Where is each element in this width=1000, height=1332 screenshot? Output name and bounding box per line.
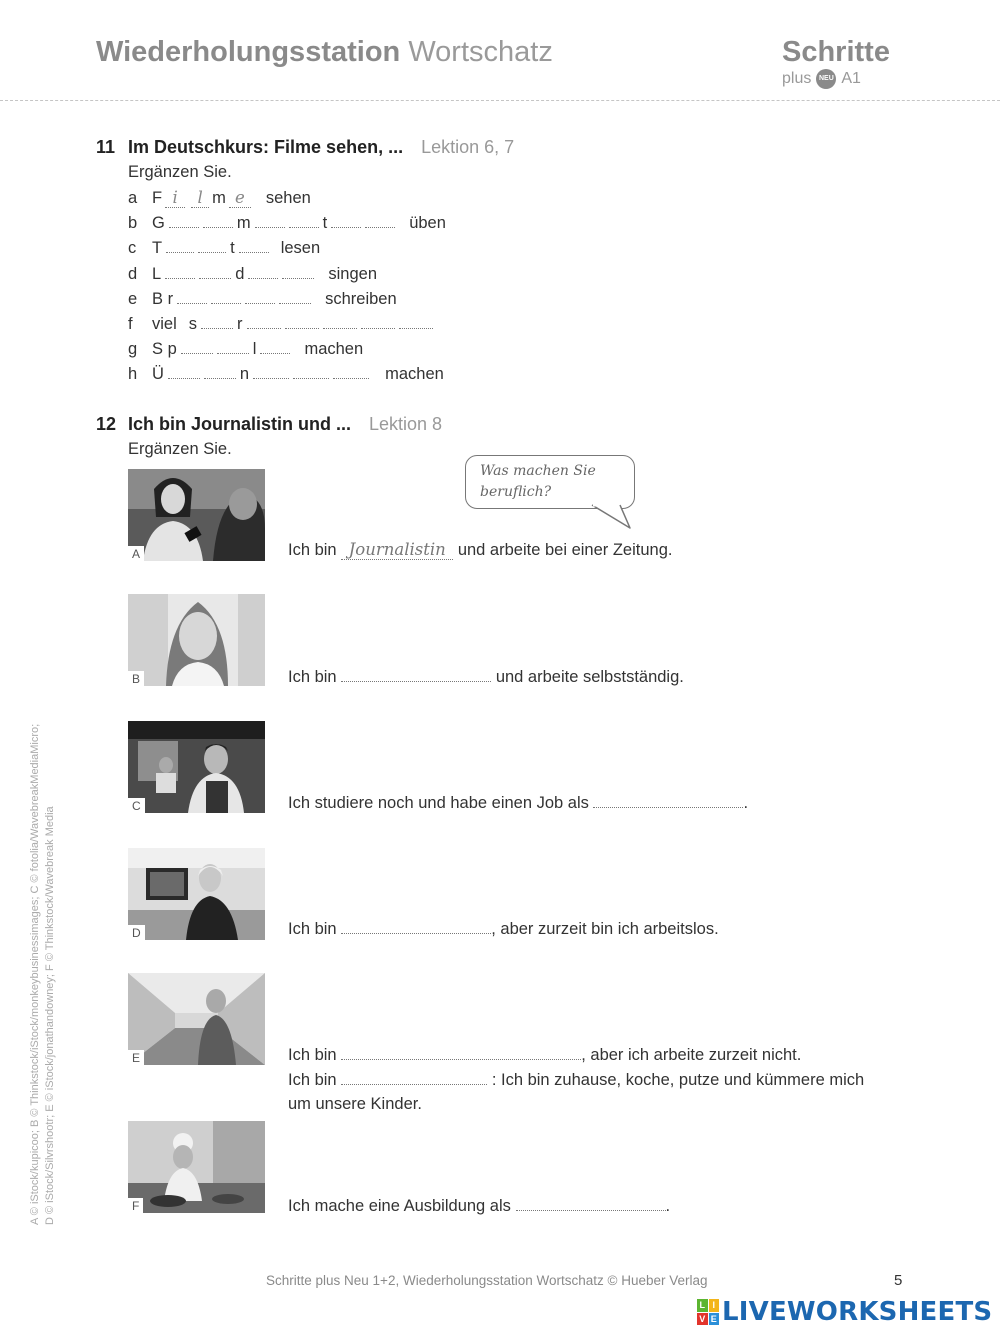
answer-field[interactable] bbox=[181, 339, 213, 354]
item-letter-given: s bbox=[188, 315, 198, 333]
item-letter: h bbox=[128, 365, 138, 383]
item-word: machen bbox=[385, 365, 444, 383]
item-letter-given: t bbox=[322, 214, 328, 232]
exercise-row-d bbox=[128, 264, 377, 284]
item-letter: a bbox=[128, 189, 138, 207]
exercise-row-c bbox=[128, 238, 320, 258]
speech-bubble bbox=[465, 455, 635, 509]
photo-f-cook bbox=[128, 1121, 265, 1213]
item-start: F bbox=[152, 189, 163, 207]
logo-tile: L bbox=[697, 1299, 708, 1312]
answer-field[interactable] bbox=[166, 238, 194, 253]
item-letter: d bbox=[128, 265, 138, 283]
sentence-f bbox=[288, 1196, 670, 1216]
item-letter-given: m bbox=[236, 214, 251, 232]
sentence-text: Ich mache eine Ausbildung als bbox=[288, 1197, 511, 1215]
photo-c-waiter bbox=[128, 721, 265, 813]
section-12-heading bbox=[96, 414, 442, 435]
section-11-instruction: Ergänzen Sie. bbox=[128, 163, 232, 181]
exercise-row-g bbox=[128, 339, 363, 359]
logo-tile: E bbox=[709, 1313, 720, 1326]
section-12-instruction: Ergänzen Sie. bbox=[128, 440, 232, 458]
exercise-row-f bbox=[128, 314, 437, 334]
journalist-image bbox=[128, 469, 265, 561]
answer-field[interactable] bbox=[260, 339, 290, 354]
sentence-text: Ich bin bbox=[288, 1071, 337, 1089]
cook-image bbox=[128, 1121, 265, 1213]
sentence-text: und arbeite bei einer Zeitung. bbox=[457, 541, 673, 559]
item-word: singen bbox=[328, 265, 377, 283]
item-start: B r bbox=[152, 290, 174, 308]
answer-field[interactable] bbox=[201, 314, 233, 329]
sentence-a bbox=[288, 540, 672, 560]
photo-label: F bbox=[128, 1198, 143, 1213]
item-start: Ü bbox=[152, 365, 164, 383]
liveworksheets-icon bbox=[697, 1299, 719, 1325]
sentence-e2 bbox=[288, 1070, 864, 1090]
section-11-heading bbox=[96, 137, 514, 158]
item-letter: f bbox=[128, 315, 133, 333]
answer-field[interactable] bbox=[399, 314, 433, 329]
sentence-e3: um unsere Kinder. bbox=[288, 1095, 422, 1113]
answer-field[interactable] bbox=[198, 238, 226, 253]
sentence-text: . bbox=[743, 794, 749, 812]
footer-text: Schritte plus Neu 1+2, Wiederholungsstation Wortschatz © Hueber Verlag bbox=[266, 1273, 708, 1288]
waiter-image bbox=[128, 721, 265, 813]
answer-field[interactable] bbox=[199, 264, 231, 279]
lektion-ref: Lektion 6, 7 bbox=[421, 137, 515, 157]
brand-subline bbox=[782, 69, 861, 89]
answer-field[interactable] bbox=[165, 264, 195, 279]
item-letter: b bbox=[128, 214, 138, 232]
doctor-image bbox=[128, 594, 265, 686]
answer-field-e2[interactable] bbox=[341, 1070, 487, 1085]
exercise-row-a bbox=[128, 188, 311, 208]
logo-tile: V bbox=[697, 1313, 708, 1326]
answer-field[interactable] bbox=[289, 213, 319, 228]
sentence-text: Ich studiere noch und habe einen Job als bbox=[288, 794, 589, 812]
answer-field-c[interactable] bbox=[593, 793, 743, 808]
speech-bubble-tail bbox=[590, 504, 636, 532]
answer-field[interactable] bbox=[247, 314, 281, 329]
item-word: schreiben bbox=[325, 290, 397, 308]
item-letter: e bbox=[128, 290, 138, 308]
answer-field[interactable] bbox=[248, 264, 278, 279]
answer-field[interactable] bbox=[169, 213, 199, 228]
answer-field[interactable] bbox=[255, 213, 285, 228]
photo-credits bbox=[28, 724, 58, 1225]
lektion-ref: Lektion 8 bbox=[369, 414, 443, 434]
answer-field-b[interactable] bbox=[341, 667, 491, 682]
photo-label: E bbox=[128, 1050, 144, 1065]
item-letter-given: m bbox=[212, 189, 226, 207]
answer-field[interactable] bbox=[293, 364, 329, 379]
answer-field[interactable] bbox=[239, 238, 269, 253]
item-start: G bbox=[152, 214, 165, 232]
title-light: Wortschatz bbox=[408, 36, 553, 68]
brand-level: A1 bbox=[841, 70, 861, 87]
liveworksheets-logo[interactable] bbox=[697, 1297, 992, 1327]
item-word: lesen bbox=[280, 239, 321, 257]
sentence-text: , aber ich arbeite zurzeit nicht. bbox=[581, 1046, 802, 1064]
sentence-c bbox=[288, 793, 748, 813]
item-letter-given: n bbox=[239, 365, 250, 383]
answer-field-a[interactable]: Journalistin bbox=[341, 540, 453, 560]
section-number: 11 bbox=[96, 137, 116, 157]
answer-field[interactable] bbox=[211, 289, 241, 304]
sentence-text: Ich bin bbox=[288, 1046, 337, 1064]
exercise-row-h bbox=[128, 364, 444, 384]
item-letter: g bbox=[128, 340, 138, 358]
sentence-text: . bbox=[665, 1197, 671, 1215]
nurse-image bbox=[128, 973, 265, 1065]
office-image bbox=[128, 848, 265, 940]
item-start: viel bbox=[152, 315, 177, 333]
answer-field[interactable] bbox=[253, 364, 289, 379]
item-letter-given: t bbox=[230, 239, 235, 257]
header-divider bbox=[0, 100, 1000, 101]
sentence-text: Ich bin bbox=[288, 920, 337, 938]
answer-field[interactable] bbox=[204, 364, 236, 379]
item-word: machen bbox=[304, 340, 364, 358]
sentence-d bbox=[288, 919, 719, 939]
answer-field[interactable]: e bbox=[229, 188, 251, 208]
sentence-b bbox=[288, 667, 684, 687]
page-number: 5 bbox=[894, 1272, 903, 1289]
liveworksheets-text: LIVEWORKSHEETS bbox=[722, 1297, 993, 1327]
answer-field[interactable] bbox=[285, 314, 319, 329]
section-number: 12 bbox=[96, 414, 117, 434]
photo-e-nurse bbox=[128, 973, 265, 1065]
answer-field[interactable] bbox=[217, 339, 249, 354]
answer-field[interactable] bbox=[333, 364, 369, 379]
answer-field[interactable] bbox=[245, 289, 275, 304]
neu-badge: NEU bbox=[816, 69, 836, 89]
sentence-text: Ich bin bbox=[288, 541, 337, 559]
answer-field[interactable] bbox=[203, 213, 233, 228]
photo-label: D bbox=[128, 925, 145, 940]
credits-line: D © iStock/Silvrshootr; E © iStock/jonathandowney; F © Thinkstock/Wavebreak Media bbox=[44, 806, 56, 1225]
item-word: sehen bbox=[265, 189, 311, 207]
item-start: L bbox=[152, 265, 162, 283]
answer-field[interactable] bbox=[361, 314, 395, 329]
answer-field[interactable]: l bbox=[191, 188, 209, 208]
photo-label: A bbox=[128, 546, 144, 561]
item-word: üben bbox=[409, 214, 446, 232]
sentence-e1 bbox=[288, 1045, 801, 1065]
answer-field[interactable] bbox=[282, 264, 314, 279]
answer-field[interactable] bbox=[323, 314, 357, 329]
exercise-row-e bbox=[128, 289, 397, 309]
item-start: S p bbox=[152, 340, 177, 358]
answer-field[interactable]: i bbox=[165, 188, 185, 208]
answer-field-f[interactable] bbox=[516, 1196, 666, 1211]
sentence-text: und arbeite selbstständig. bbox=[495, 668, 684, 686]
answer-field[interactable] bbox=[331, 213, 361, 228]
photo-a-journalist bbox=[128, 469, 265, 561]
sentence-text: , aber zurzeit bin ich arbeitslos. bbox=[491, 920, 719, 938]
photo-d-office bbox=[128, 848, 265, 940]
sentence-text: : Ich bin zuhause, koche, putze und kümmere mich bbox=[491, 1071, 865, 1089]
bubble-line: beruflich? bbox=[480, 484, 552, 500]
item-letter-given: d bbox=[235, 265, 245, 283]
answer-field-d[interactable] bbox=[341, 919, 491, 934]
logo-tile: I bbox=[709, 1299, 720, 1312]
exercise-row-b bbox=[128, 213, 446, 233]
photo-label: B bbox=[128, 671, 144, 686]
photo-label: C bbox=[128, 798, 145, 813]
item-letter: c bbox=[128, 239, 137, 257]
bubble-line: Was machen Sie bbox=[480, 463, 596, 479]
brand-plus: plus bbox=[782, 70, 812, 87]
answer-field[interactable] bbox=[177, 289, 207, 304]
item-letter-given: r bbox=[237, 315, 243, 333]
answer-field-e1[interactable] bbox=[341, 1045, 581, 1060]
bubble-text bbox=[480, 461, 630, 503]
section-title: Ich bin Journalistin und ... bbox=[128, 414, 352, 434]
photo-b-doctor bbox=[128, 594, 265, 686]
brand-logo: Schritte bbox=[782, 36, 890, 68]
answer-field[interactable] bbox=[168, 364, 200, 379]
section-title: Im Deutschkurs: Filme sehen, ... bbox=[128, 137, 404, 157]
sentence-text: Ich bin bbox=[288, 668, 337, 686]
page-title bbox=[96, 36, 553, 69]
item-start: T bbox=[152, 239, 163, 257]
title-bold: Wiederholungsstation bbox=[96, 36, 401, 68]
answer-field[interactable] bbox=[365, 213, 395, 228]
item-letter-given: l bbox=[252, 340, 257, 358]
credits-line: A © iStock/kupicoo; B © Thinkstock/iStock/monkeybusinessimages; C © fotolia/WavebreakMediaMicro; bbox=[29, 723, 41, 1225]
answer-field[interactable] bbox=[279, 289, 311, 304]
